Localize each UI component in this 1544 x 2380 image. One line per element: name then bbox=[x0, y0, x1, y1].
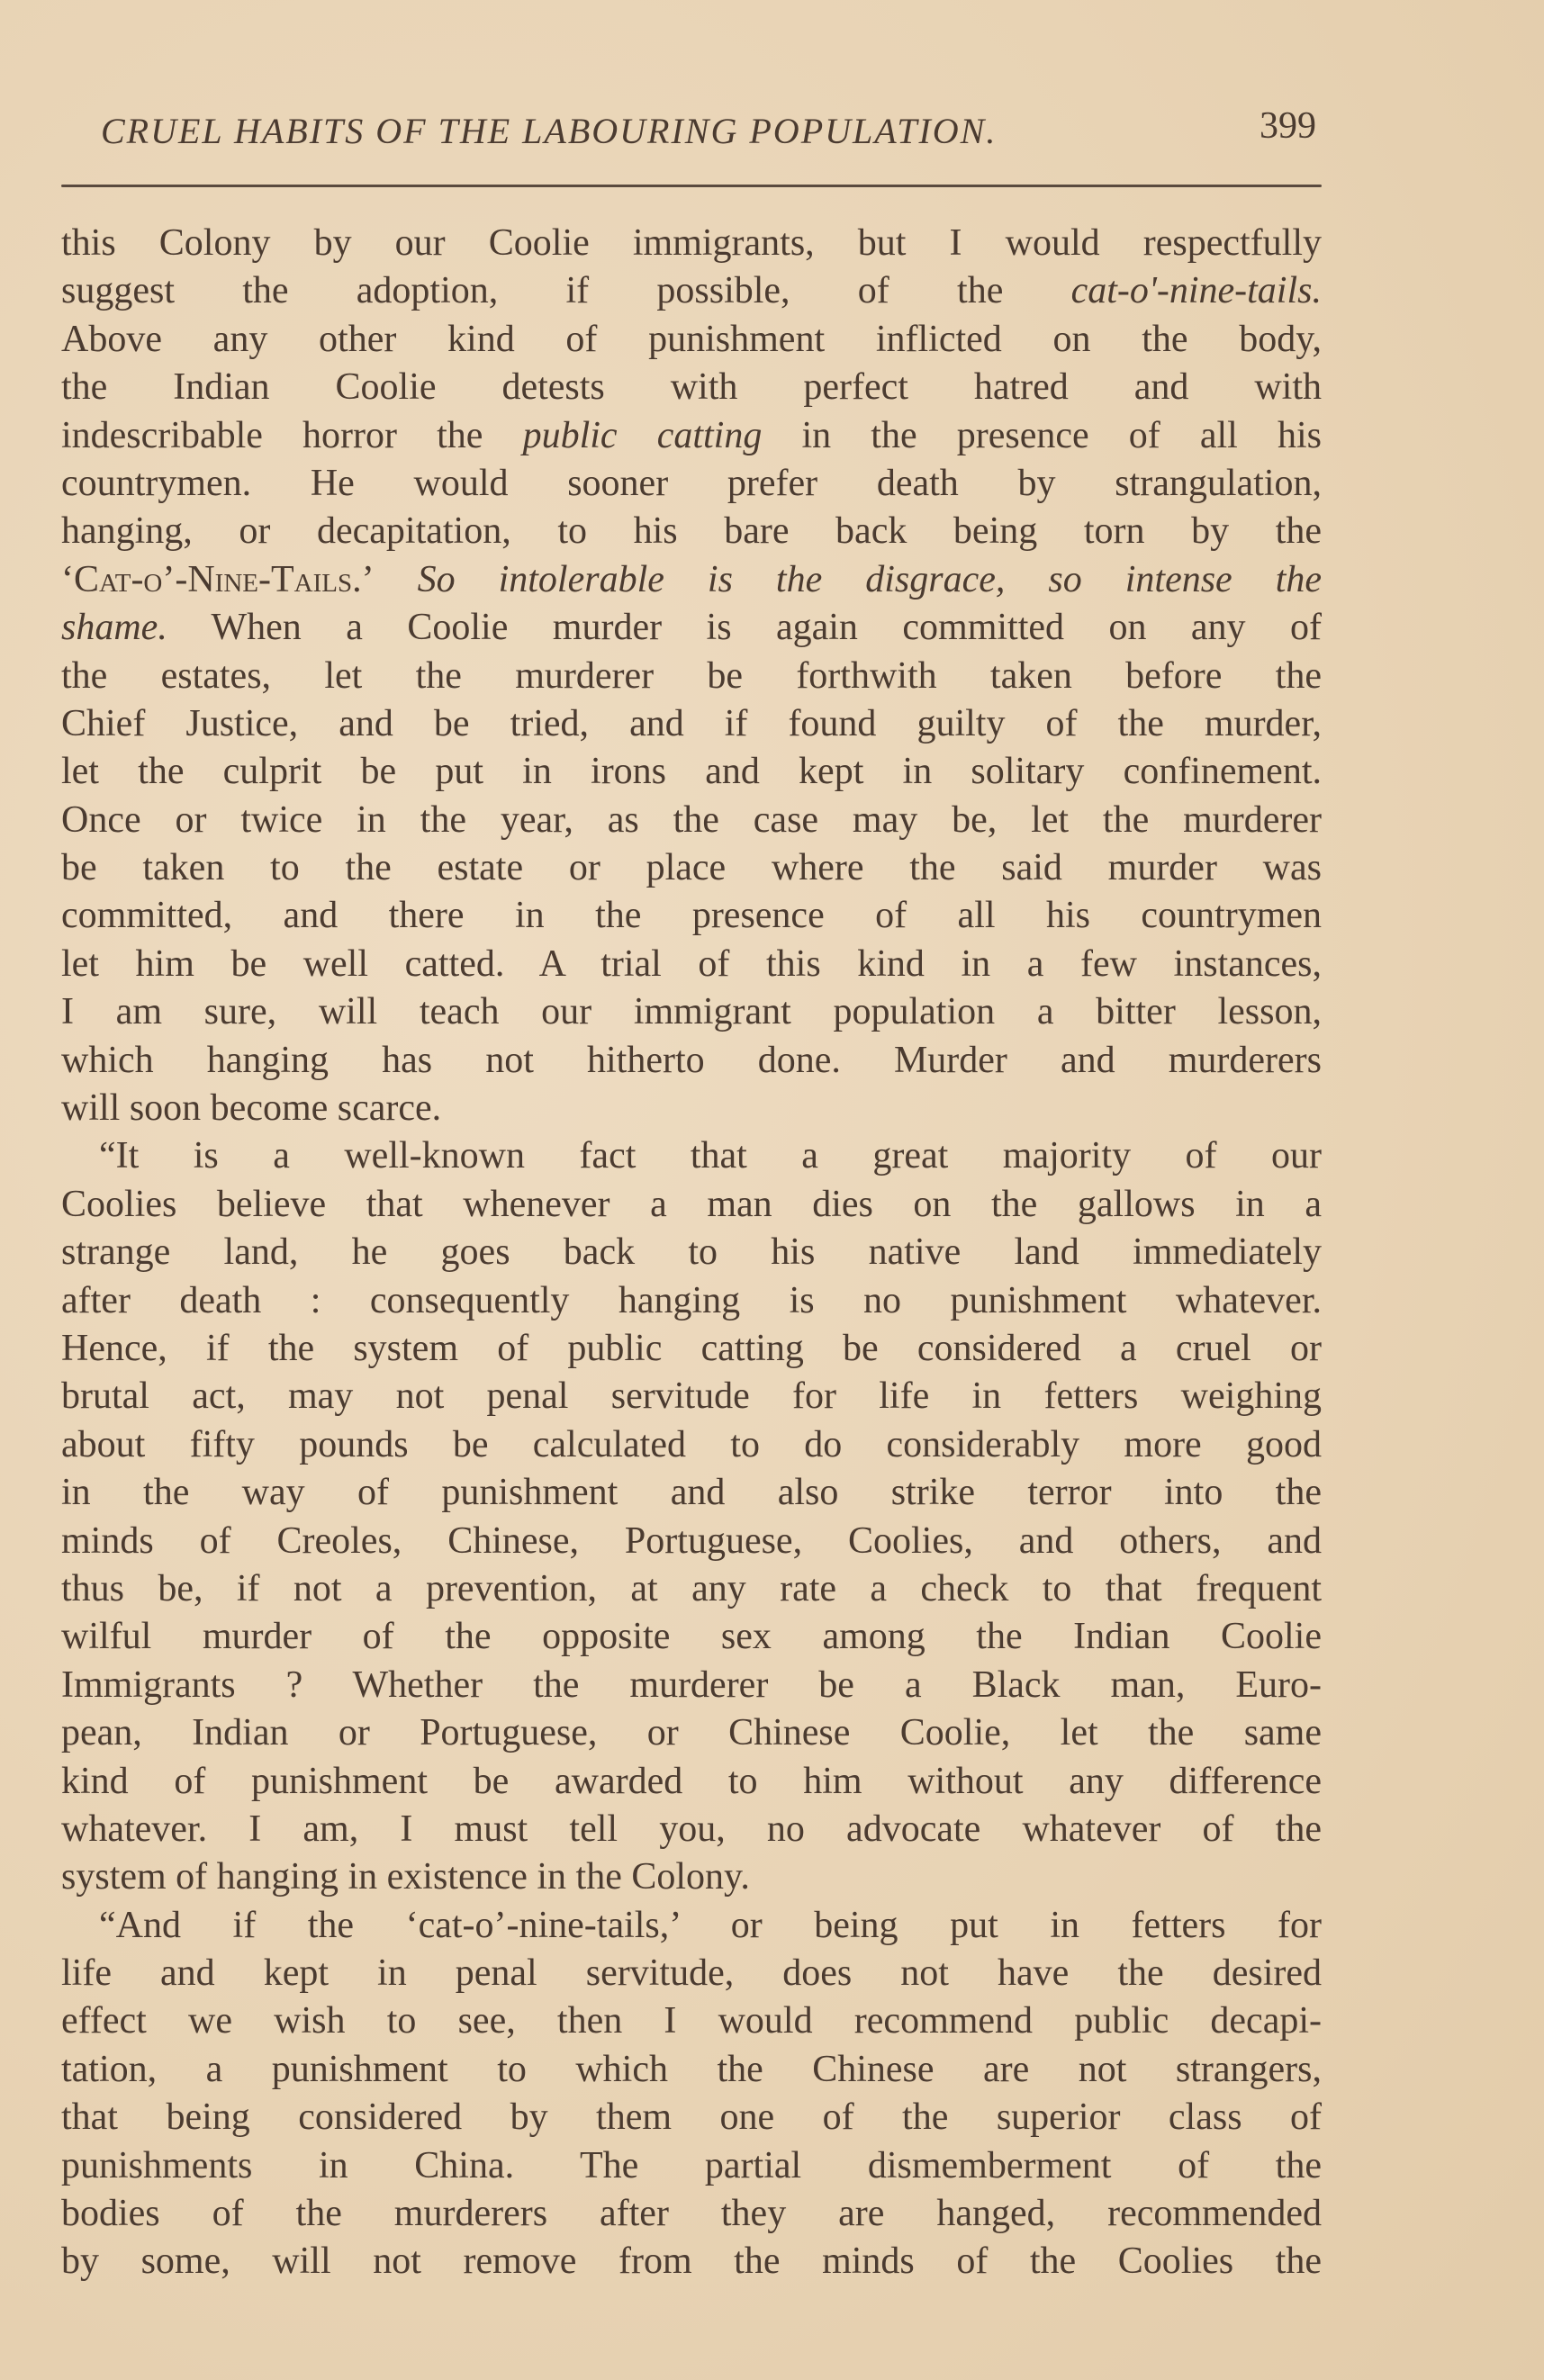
page-number: 399 bbox=[1260, 105, 1316, 147]
text-segment: committed, and there in the presence of all his countrymen bbox=[61, 895, 1322, 937]
text-segment: that being considered by them one of the superior class of bbox=[61, 2096, 1322, 2139]
text-line bbox=[61, 2238, 1322, 2285]
text-segment: let him be well catted. A trial of this kind in a few instances, bbox=[61, 942, 1322, 985]
text-line bbox=[61, 1085, 1322, 1132]
text-segment: kind of punishment be awarded to him without any difference bbox=[61, 1760, 1322, 1802]
text-segment: brutal act, may not penal servitude for life in fetters weighing bbox=[61, 1375, 1322, 1418]
text-segment: indescribable horror the bbox=[61, 414, 523, 456]
text-line bbox=[61, 1950, 1322, 1997]
text-segment: hanging, or decapitation, to his bare back being torn by the bbox=[61, 510, 1322, 553]
text-line bbox=[61, 1613, 1322, 1661]
text-line bbox=[61, 604, 1322, 652]
text-segment: effect we wish to see, then I would recommend public decapi- bbox=[61, 2000, 1322, 2042]
text-line bbox=[61, 2190, 1322, 2238]
body-text bbox=[61, 220, 1322, 2286]
text-segment: ‘Cat-o’-Nine-Tails.’ bbox=[61, 558, 375, 600]
text-line bbox=[61, 1997, 1322, 2045]
text-line bbox=[61, 1132, 1322, 1180]
text-line bbox=[61, 1181, 1322, 1229]
text-line bbox=[61, 1565, 1322, 1613]
text-line bbox=[61, 2046, 1322, 2094]
text-segment: life and kept in penal servitude, does not have the desired bbox=[61, 1952, 1322, 1995]
italic-text: public catting bbox=[522, 414, 763, 456]
text-line bbox=[61, 988, 1322, 1036]
text-line bbox=[61, 460, 1322, 508]
text-segment: wilful murder of the opposite sex among the Indian Coolie bbox=[61, 1616, 1322, 1658]
text-line bbox=[61, 1277, 1322, 1325]
text-line bbox=[61, 1758, 1322, 1806]
text-segment: strange land, he goes back to his native land immediately bbox=[61, 1231, 1322, 1274]
text-line bbox=[61, 1853, 1322, 1901]
text-line bbox=[61, 1806, 1322, 1853]
text-line bbox=[61, 1709, 1322, 1757]
text-line bbox=[61, 1518, 1322, 1565]
running-header bbox=[101, 105, 1316, 164]
text-line bbox=[61, 364, 1322, 411]
text-segment: the Indian Coolie detests with perfect hatred and with bbox=[61, 366, 1322, 409]
text-line bbox=[61, 508, 1322, 555]
text-line bbox=[61, 267, 1322, 315]
text-segment: Above any other kind of punishment inflicted on the body, bbox=[61, 318, 1322, 360]
text-segment: When a Coolie murder is again committed on any of bbox=[167, 607, 1322, 649]
text-line bbox=[61, 220, 1322, 267]
text-segment bbox=[375, 559, 418, 600]
text-segment: whatever. I am, I must tell you, no advocate whatever of the bbox=[61, 1808, 1322, 1850]
text-segment: Once or twice in the year, as the case may be, let the murderer bbox=[61, 798, 1322, 841]
text-line bbox=[61, 892, 1322, 940]
text-segment: tation, a punishment to which the Chinese are not strangers, bbox=[61, 2048, 1322, 2090]
text-line bbox=[61, 1902, 1322, 1950]
text-line bbox=[61, 1229, 1322, 1276]
text-line bbox=[61, 1469, 1322, 1517]
text-line bbox=[61, 700, 1322, 748]
italic-text: So intolerable is the disgrace, so intense the bbox=[417, 558, 1323, 600]
text-line bbox=[61, 1037, 1322, 1085]
text-segment: by some, will not remove from the minds of the Coolies the bbox=[61, 2240, 1322, 2283]
text-segment: pean, Indian or Portuguese, or Chinese Coolie, let the same bbox=[61, 1712, 1322, 1754]
header-rule bbox=[61, 185, 1322, 187]
text-segment: the estates, let the murderer be forthwith taken before the bbox=[61, 654, 1322, 697]
text-segment: in the way of punishment and also strike terror into the bbox=[61, 1472, 1322, 1514]
text-segment: Hence, if the system of public catting be considered a cruel or bbox=[61, 1327, 1322, 1369]
text-line bbox=[61, 844, 1322, 892]
text-segment: Immigrants ? Whether the murderer be a Black man, Euro- bbox=[61, 1663, 1322, 1706]
text-line bbox=[61, 316, 1322, 364]
text-line bbox=[61, 941, 1322, 988]
italic-text: cat-o'-nine-tails. bbox=[1070, 270, 1322, 312]
text-segment: this Colony by our Coolie immigrants, but I would respectfully bbox=[61, 222, 1322, 264]
text-line bbox=[61, 2094, 1322, 2141]
text-segment: after death : consequently hanging is no punishment whatever. bbox=[61, 1279, 1322, 1321]
text-segment: will soon become scarce. bbox=[61, 1087, 442, 1130]
text-line bbox=[61, 1325, 1322, 1373]
text-segment: “It is a well-known fact that a great majority of our bbox=[99, 1135, 1322, 1177]
italic-text: shame. bbox=[61, 607, 167, 649]
text-line bbox=[61, 653, 1322, 700]
running-title: CRUEL HABITS OF THE LABOURING POPULATION. bbox=[101, 111, 998, 151]
text-segment: Chief Justice, and be tried, and if found guilty of the murder, bbox=[61, 702, 1322, 744]
text-segment: in the presence of all his bbox=[762, 414, 1322, 456]
text-segment: punishments in China. The partial dismemberment of the bbox=[61, 2144, 1322, 2186]
text-segment: about fifty pounds be calculated to do considerably more good bbox=[61, 1423, 1322, 1465]
text-segment: Coolies believe that whenever a man dies on the gallows in a bbox=[61, 1183, 1322, 1225]
text-line bbox=[61, 412, 1322, 460]
text-segment: thus be, if not a prevention, at any rate a check to that frequent bbox=[61, 1567, 1322, 1609]
text-line bbox=[61, 1373, 1322, 1420]
text-segment: I am sure, will teach our immigrant population a bitter lesson, bbox=[61, 991, 1322, 1033]
text-segment: let the culprit be put in irons and kept in solitary confinement. bbox=[61, 751, 1322, 793]
text-segment: “And if the ‘cat-o’-nine-tails,’ or being put in fetters for bbox=[99, 1904, 1322, 1946]
text-segment: bodies of the murderers after they are hanged, recommended bbox=[61, 2193, 1322, 2235]
text-segment: be taken to the estate or place where the said murder was bbox=[61, 847, 1322, 889]
text-segment: countrymen. He would sooner prefer death by strangulation, bbox=[61, 462, 1322, 504]
text-line bbox=[61, 797, 1322, 844]
text-segment: which hanging has not hitherto done. Murder and murderers bbox=[61, 1039, 1322, 1081]
text-segment: system of hanging in existence in the Colony. bbox=[61, 1856, 750, 1898]
text-line bbox=[61, 1421, 1322, 1469]
text-segment: suggest the adoption, if possible, of the bbox=[61, 270, 1071, 312]
text-line bbox=[61, 1662, 1322, 1709]
text-line bbox=[61, 556, 1322, 604]
text-segment: minds of Creoles, Chinese, Portuguese, Coolies, and others, and bbox=[61, 1519, 1322, 1562]
text-line bbox=[61, 748, 1322, 796]
text-line bbox=[61, 2142, 1322, 2190]
